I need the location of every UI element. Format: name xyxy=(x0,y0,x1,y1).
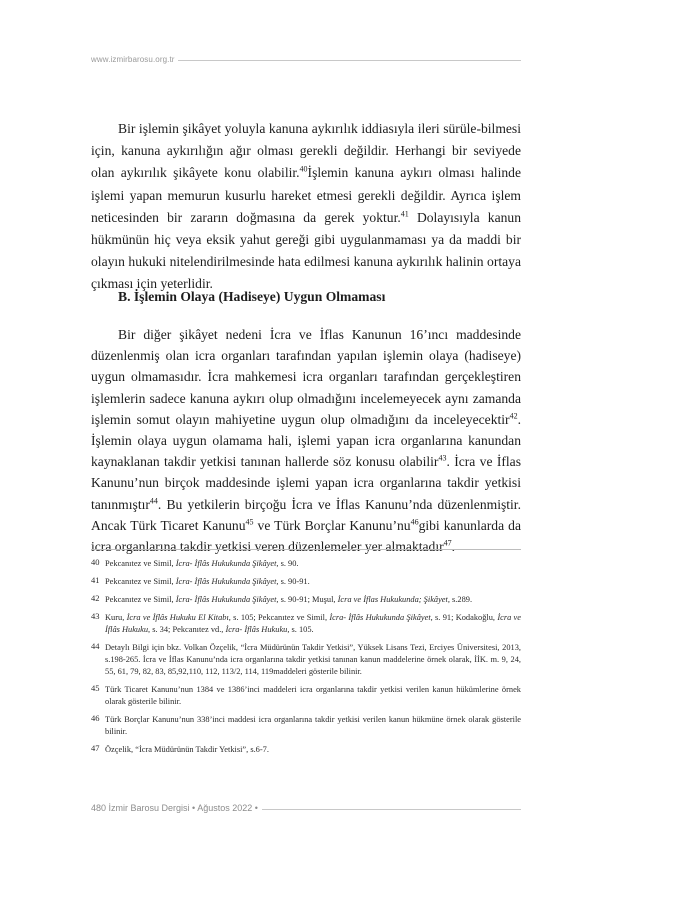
body-paragraph-2 xyxy=(91,324,521,557)
fn-text: , s. 34; Pekcanıtez vd., xyxy=(148,625,226,634)
fn-text: Kuru, xyxy=(105,613,127,622)
fn-text: , s. 90-91; Muşul, xyxy=(276,595,338,604)
text-run: Bir diğer şikâyet nedeni İcra ve İflas Kanunun 16’ıncı maddesinde düzenlenmiş olan icra organları tarafından yapılan işlemin olaya (hadiseye) uygun olmamasıdır. İcra mahkemesi icra organları tarafından gerçekleştiren işlemlerin sadece kanuna aykırı olup olmadığını incelemeyecek aynı zamanda işlemin somut olayın mahiyetine uygun olup olmadığını da inceleyecektir xyxy=(91,327,521,427)
footnote-ref-44[interactable]: 44 xyxy=(149,496,158,506)
body-paragraph-1 xyxy=(91,118,521,296)
footnote-ref-41[interactable]: 41 xyxy=(400,209,409,219)
footnote-40 xyxy=(91,558,521,570)
text-run: Bir işlemin şikâyet yoluyla kanuna aykırılık iddiasıyla ileri sürüle-bilmesi için, kanuna aykırılığın ağır olması gerekli değildir. Herhangi bir seviyede olan aykırılık şikâyete konu olabilir. xyxy=(91,121,521,181)
fn-text: , s. 90. xyxy=(276,559,299,568)
footnote-number: 40 xyxy=(91,557,100,567)
fn-text: Özçelik, “İcra Müdürünün Takdir Yetkisi”, s.6-7. xyxy=(105,745,269,754)
footnote-43 xyxy=(91,612,521,636)
footnote-number: 41 xyxy=(91,575,100,585)
text-run: . xyxy=(451,539,456,555)
text-run: . İşlemin olaya uygun olamama hali, işlemi yapan icra organlarına kanundan kaynaklanan takdir yetkisi tanınan hallerde söz konusu olabilir xyxy=(91,411,521,470)
fn-title: İcra ve İflas Hukukunda; Şikâyet xyxy=(337,595,448,604)
page-footer xyxy=(91,803,521,815)
footnote-ref-43[interactable]: 43 xyxy=(438,453,447,463)
fn-title: İcra ve İflâs Hukuku xyxy=(105,613,521,634)
section-heading: B. İşlemin Olaya (Hadiseye) Uygun Olmaması xyxy=(118,289,386,304)
fn-title: İcra- İflâs Hukukunda Şikâyet xyxy=(175,577,277,586)
footnote-separator xyxy=(91,549,521,550)
footnote-ref-40[interactable]: 40 xyxy=(299,164,308,174)
fn-text: , s. 90-91. xyxy=(276,577,310,586)
text-run: Dolayısıyla kanun hükmünün hiç veya eksik yahut gereği gibi uygulanmaması ya da maddi bir olayın hukuki nitelendirilmesinde hata edilmesi kanuna aykırılık halinin ortaya çıkması için yeterlidir. xyxy=(91,209,521,292)
footnote-42 xyxy=(91,594,521,606)
footnote-ref-45[interactable]: 45 xyxy=(245,517,254,527)
footnote-46 xyxy=(91,714,521,738)
footnote-47 xyxy=(91,744,521,756)
fn-title: İcra- İflâs Hukukunda Şikâyet xyxy=(175,559,277,568)
page-header xyxy=(91,55,521,67)
fn-title: İcra ve İflâs Hukuku El Kitabı xyxy=(126,613,229,622)
fn-text: Detaylı Bilgi için bkz. Volkan Özçelik, “İcra Müdürünün Takdir Yetkisi”, Yüksek Lisans Tezi, Erciyes Üniversitesi, 2013, s.198-265. İcra ve İflas Kanunu’nda icra organlarına takdir yetkisi tanınan kanun maddelerine örnek olarak, İİK. m. 9, 24, 55, 61, 79, 82, 83, 85,92,110, 112, 113/2, 114, 119maddeleri gösterile bilinir. xyxy=(105,643,521,676)
text-run: ve Türk Borçlar Kanunu’nu xyxy=(253,517,411,533)
footnote-ref-42[interactable]: 42 xyxy=(509,411,518,421)
footnote-number: 44 xyxy=(91,641,100,651)
fn-text: , s.289. xyxy=(447,595,473,604)
footnote-number: 45 xyxy=(91,683,100,693)
fn-text: Pekcanıtez ve Simil, xyxy=(105,577,176,586)
footer-text: 480 İzmir Barosu Dergisi • Ağustos 2022 • xyxy=(91,803,262,813)
fn-text: , s. 91; Kodakoğlu, xyxy=(430,613,498,622)
footnotes xyxy=(91,558,521,762)
text-run: İşlemin kanuna aykırı olması halinde işlemi yapan memurun kusurlu hareket etmesi gerekli değildir. Ayrıca işlem neticesinden bir zararın doğmasına da gerek yoktur. xyxy=(91,165,521,225)
footnote-44 xyxy=(91,642,521,678)
footnote-ref-46[interactable]: 46 xyxy=(410,517,419,527)
fn-title: İcra- İflâs Hukuku xyxy=(225,625,288,634)
fn-text: Pekcanıtez ve Simil, xyxy=(105,595,176,604)
fn-text: Pekcanıtez ve Simil, xyxy=(105,559,176,568)
header-url: www.izmirbarosu.org.tr xyxy=(91,55,178,64)
footnote-ref-47[interactable]: 47 xyxy=(443,538,452,548)
footnote-41 xyxy=(91,576,521,588)
text-run: gibi kanunlarda da icra organlarına takdir yetkisi veren düzenlemeler yer almaktadır xyxy=(91,517,521,555)
fn-title: İcra- İflâs Hukukunda Şikâyet xyxy=(329,613,431,622)
fn-text: , s. 105. xyxy=(287,625,314,634)
text-run: . İcra ve İflas Kanunu’nun birçok maddesinde işlemi yapan icra organlarına takdir yetkisi tanınmıştır xyxy=(91,454,521,512)
footnote-number: 43 xyxy=(91,611,100,621)
footnote-45 xyxy=(91,684,521,708)
fn-text: Türk Borçlar Kanunu’nun 338’inci maddesi icra organlarına takdir yetkisi verilen kanun hükmüne örnek olarak gösterile bilinir. xyxy=(105,715,521,736)
text-run: . Bu yetkilerin birçoğu İcra ve İflas Kanunu’nda düzenlenmiştir. Ancak Türk Ticaret Kanunu xyxy=(91,496,521,533)
fn-text: , s. 105; Pekcanıtez ve Simil, xyxy=(228,613,330,622)
footnote-number: 47 xyxy=(91,743,100,753)
fn-title: İcra- İflâs Hukukunda Şikâyet xyxy=(175,595,277,604)
footnote-number: 42 xyxy=(91,593,100,603)
fn-text: Türk Ticaret Kanunu’nun 1384 ve 1386’inci maddeleri icra organlarına takdir yetkisi verilen kanun hükümlerine örnek olarak gösterile bilinir. xyxy=(105,685,521,706)
footnote-number: 46 xyxy=(91,713,100,723)
